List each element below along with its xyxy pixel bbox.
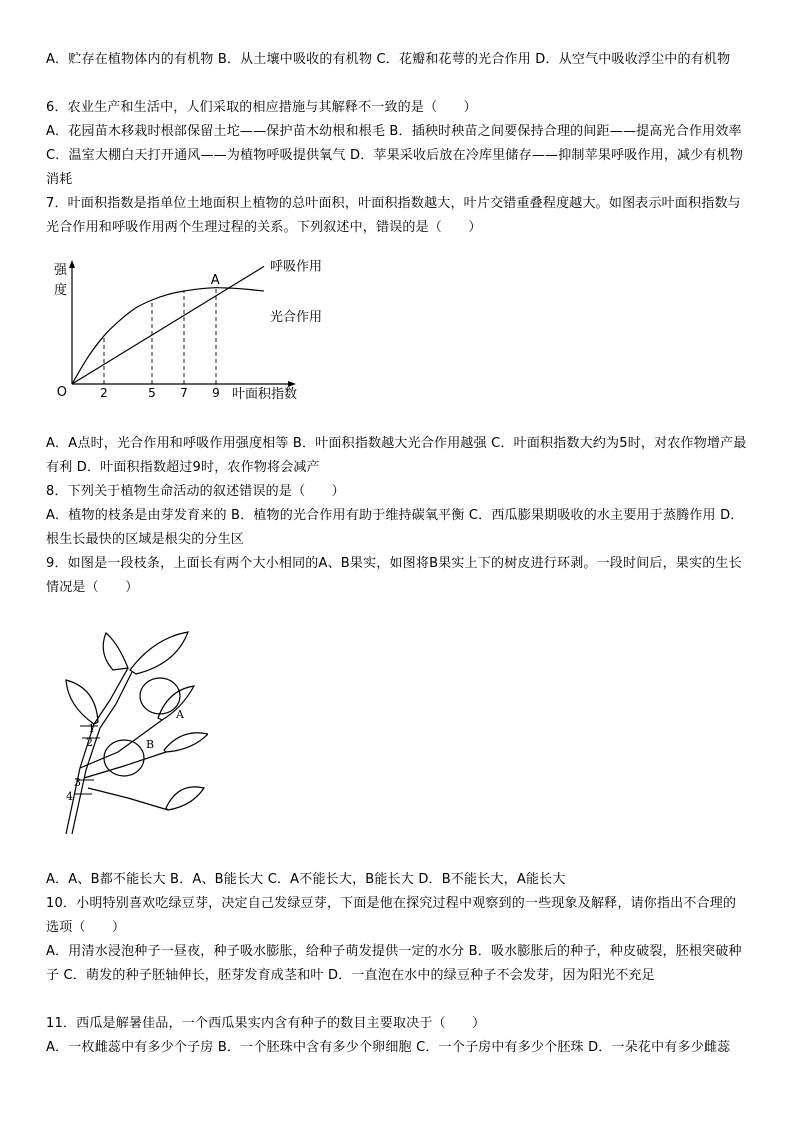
chart-xlabel: 叶面积指数 [232,387,298,402]
q7-options: A．A点时，光合作用和呼吸作用强度相等 B．叶面积指数越大光合作用越强 C．叶面积指数大约为5时，对农作物增产最有利 D．叶面积指数超过9时，农作物将会减产 [46,436,747,475]
fruit-a [140,678,180,714]
fruit-a-label: A [176,708,184,721]
respiration-line [72,266,264,384]
leaf-1 [103,633,128,670]
x-tick-7: 7 [180,386,188,400]
q6-stem: 6．农业生产和生活中，人们采取的相应措施与其解释不一致的是（ ） [46,100,477,115]
x-tick-5: 5 [148,386,156,400]
branch-figure [58,628,208,838]
mark-1: 1 [88,722,95,735]
q8-stem: 8．下列关于植物生命活动的叙述错误的是（ ） [46,484,345,499]
q5-options: A．贮存在植物体内的有机物 B．从土壤中吸收的有机物 C．花瓣和花萼的光合作用 D．从空气中吸收浮尘中的有机物 [46,52,731,67]
q8-options: A．植物的枝条是由芽发育来的 B．植物的光合作用有助于维持碳氧平衡 C．西瓜膨果期吸收的水主要用于蒸腾作用 D．根生长最快的区域是根尖的分生区 [46,508,744,547]
mark-3: 3 [74,776,81,789]
q9-options: A．A、B都不能长大 B．A、B能长大 C．A不能长大，B能长大 D．B不能长大，A能长大 [46,872,566,887]
photosynthesis-label: 光合作用 [270,310,323,326]
q6-options: A．花园苗木移栽时根部保留土坨——保护苗木幼根和根毛 B．插秧时秧苗之间要保持合理的间距——提高光合作用效率 C．温室大棚白天打开通风——为植物呼吸提供氧气 D．苹果采收后放在冷库里储存——抑制苹果呼吸作用，减少有机物消耗 [46,124,744,187]
photosynthesis-line [72,288,264,384]
q10-stem: 10．小明特别喜欢吃绿豆芽，决定自己发绿豆芽，下面是他在探究过程中观察到的一些现象及解释，请你指出不合理的选项（ ） [46,896,737,935]
respiration-label: 呼吸作用 [270,259,323,275]
chart-ylabel-1: 强 [54,263,68,278]
leaf-2 [130,632,188,674]
leaf-6 [166,787,204,810]
leaf-5 [164,733,208,752]
chart-origin-label: O [56,385,67,400]
x-tick-2: 2 [100,386,108,400]
y-axis-arrow [69,260,75,268]
q11-options: A．一枚雌蕊中有多少个子房 B．一个胚珠中含有多少个卵细胞 C．一个子房中有多少个胚珠 D．一朵花中有多少雌蕊 [46,1040,731,1055]
fruit-b [104,740,144,776]
leaf-area-chart [40,256,330,416]
fruit-b-label: B [146,738,155,751]
q7-stem: 7．叶面积指数是指单位土地面积上植物的总叶面积，叶面积指数越大，叶片交错重叠程度越大。如图表示叶面积指数与光合作用和呼吸作用两个生理过程的关系。下列叙述中，错误的是（ ） [46,196,741,235]
leaf-3 [66,680,98,724]
mark-4: 4 [66,790,73,803]
q11-stem: 11．西瓜是解暑佳品，一个西瓜果实内含有种子的数目主要取决于（ ） [46,1016,486,1031]
x-tick-9: 9 [212,386,220,400]
q10-options: A．用清水浸泡种子一昼夜，种子吸水膨胀，给种子萌发提供一定的水分 B．吸水膨胀后的种子，种皮破裂，胚根突破种子 C．萌发的种子胚轴伸长，胚芽发育成茎和叶 D．一直泡在水中的绿豆种子不会发芽，因为阳光不充足 [46,944,742,983]
mark-2: 2 [86,736,93,749]
point-a-label: A [210,273,220,289]
q9-stem: 9．如图是一段枝条，上面长有两个大小相同的A、B果实，如图将B果实上下的树皮进行环剥。一段时间后，果实的生长情况是（ ） [46,556,742,595]
chart-ylabel-2: 度 [54,283,68,298]
